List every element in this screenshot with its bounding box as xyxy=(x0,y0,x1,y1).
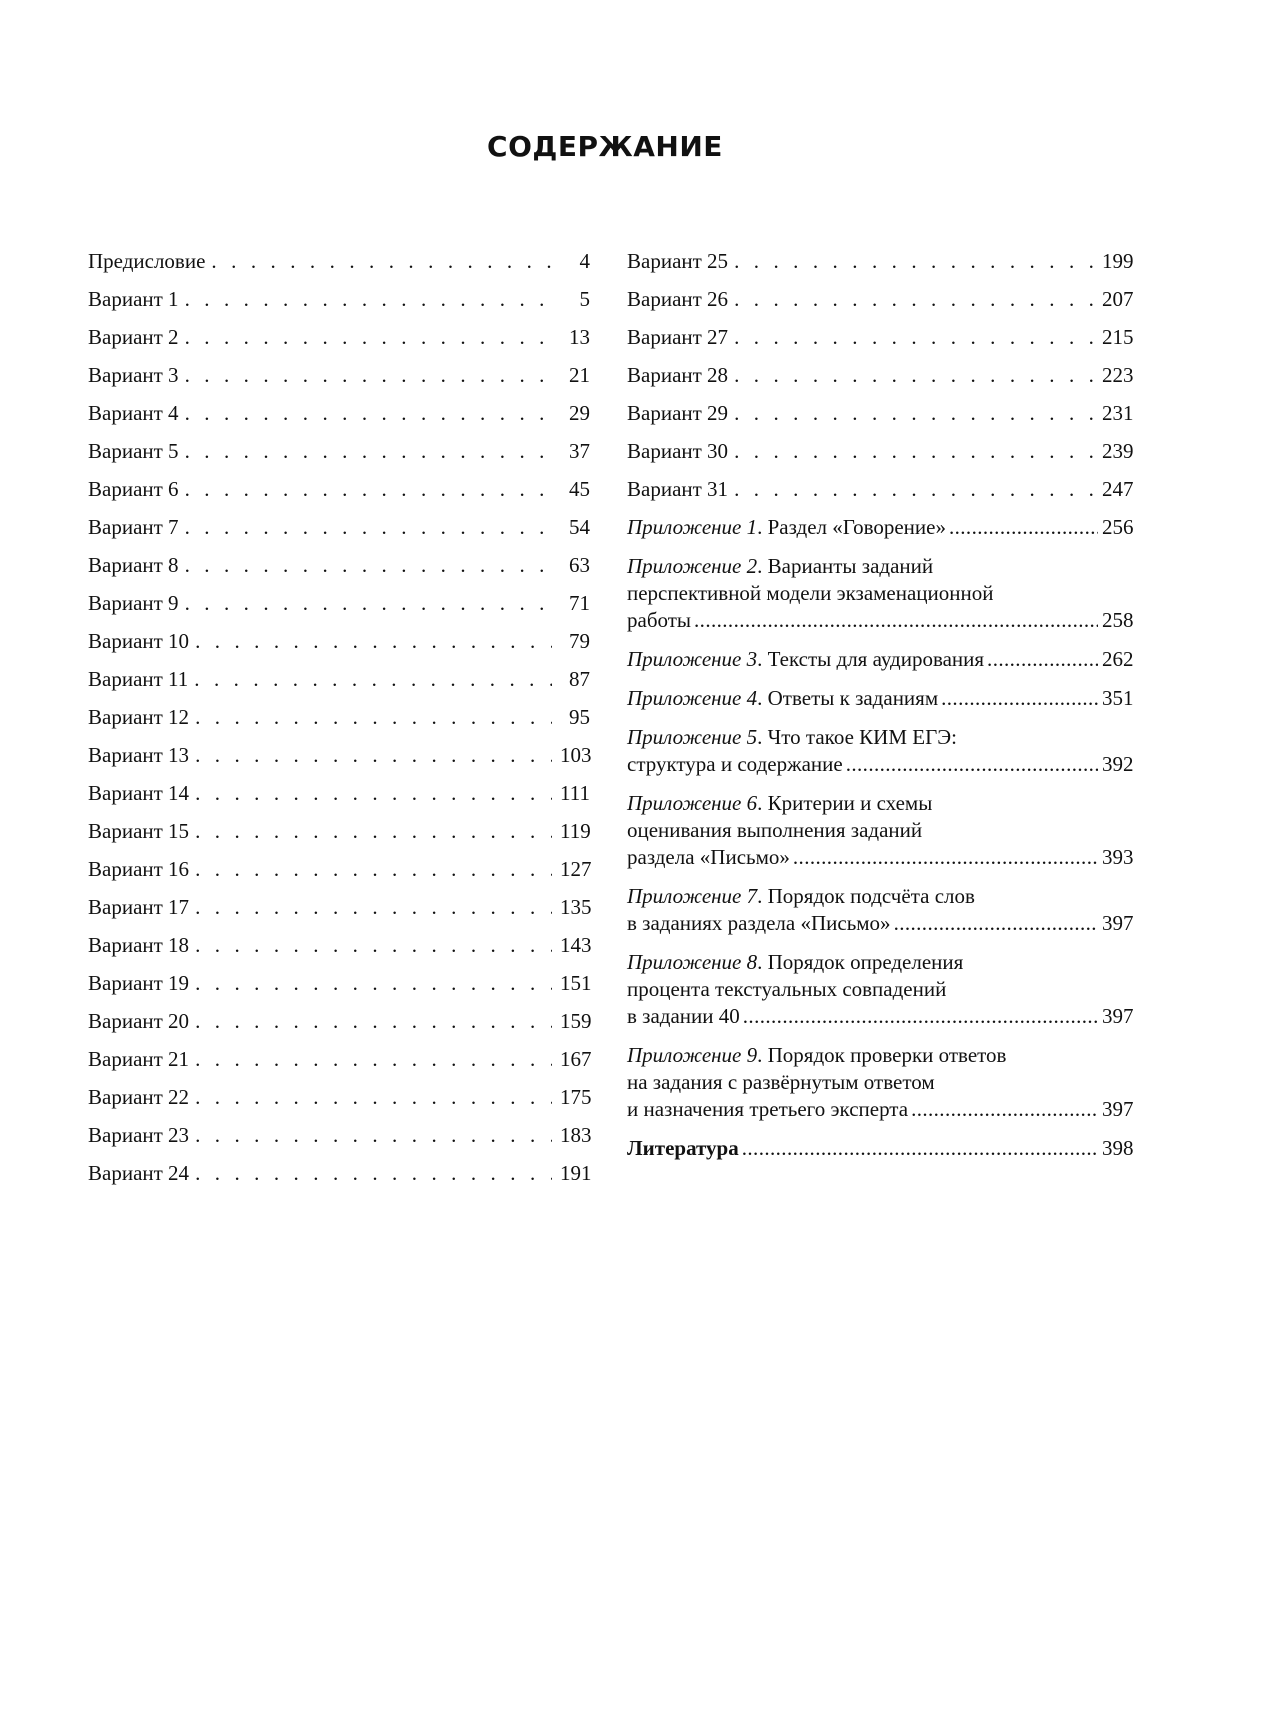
toc-entry[interactable] xyxy=(88,438,590,465)
appendix-title-line: . Порядок определения xyxy=(757,950,964,974)
toc-entry[interactable] xyxy=(627,362,1132,389)
toc-appendix-entry[interactable] xyxy=(627,685,1132,712)
toc-entry-label: Вариант 16 xyxy=(88,857,190,881)
toc-entry-label: Вариант 23 xyxy=(88,1123,190,1147)
dot-leader xyxy=(195,628,552,655)
dot-leader xyxy=(195,1084,552,1111)
toc-entry-label: Вариант 21 xyxy=(88,1047,190,1071)
toc-entry[interactable] xyxy=(88,628,590,655)
toc-entry-page: 392 xyxy=(1102,752,1134,776)
toc-entry[interactable] xyxy=(88,818,590,845)
toc-entry-page: 175 xyxy=(560,1085,592,1109)
toc-entry-page: 135 xyxy=(560,895,592,919)
toc-entry-label: Вариант 5 xyxy=(88,439,179,463)
appendix-title-line: в заданиях раздела «Письмо» xyxy=(627,911,891,935)
toc-appendix-entry[interactable] xyxy=(627,883,1132,937)
toc-left-column xyxy=(88,248,590,1198)
dot-leader xyxy=(185,400,552,427)
toc-entry-label: Вариант 26 xyxy=(627,287,729,311)
toc-entry-label: Вариант 17 xyxy=(88,895,190,919)
toc-entry-label: Вариант 13 xyxy=(88,743,190,767)
toc-entry-label: Вариант 1 xyxy=(88,287,179,311)
toc-entry-page: 127 xyxy=(560,857,592,881)
toc-entry-page: 87 xyxy=(569,667,590,691)
toc-entry[interactable] xyxy=(88,1046,590,1073)
toc-appendix-entry[interactable] xyxy=(627,646,1132,673)
toc-entry-page: 258 xyxy=(1102,608,1134,632)
toc-entry-label: Вариант 30 xyxy=(627,439,729,463)
appendix-title-line: . Варианты заданий xyxy=(757,554,934,578)
appendix-title: . Тексты для аудирования xyxy=(757,647,985,671)
toc-entry[interactable] xyxy=(88,476,590,503)
toc-entry-page: 103 xyxy=(560,743,592,767)
toc-entry-page: 71 xyxy=(569,591,590,615)
dot-leader xyxy=(185,552,552,579)
toc-entry-page: 95 xyxy=(569,705,590,729)
appendix-title-line: и назначения третьего эксперта xyxy=(627,1097,909,1121)
toc-entry-page: 199 xyxy=(1102,249,1134,273)
toc-entry[interactable] xyxy=(88,248,590,275)
toc-entry[interactable] xyxy=(88,1160,590,1187)
dot-leader xyxy=(195,894,552,921)
toc-entry-label: Литература xyxy=(627,1136,739,1160)
toc-entry-label: Вариант 7 xyxy=(88,515,179,539)
toc-entry-page: 191 xyxy=(560,1161,592,1185)
dot-leader xyxy=(194,666,552,693)
toc-entry[interactable] xyxy=(88,666,590,693)
appendix-title-line: . Что такое КИМ ЕГЭ: xyxy=(757,725,957,749)
appendix-title-line: . Порядок подсчёта слов xyxy=(757,884,975,908)
toc-entry-label: Вариант 18 xyxy=(88,933,190,957)
dot-leader xyxy=(195,856,552,883)
toc-entry-label: Вариант 6 xyxy=(88,477,179,501)
toc-entry[interactable] xyxy=(627,248,1132,275)
page-title: СОДЕРЖАНИЕ xyxy=(487,130,723,163)
toc-entry-label: Вариант 28 xyxy=(627,363,729,387)
dot-leader xyxy=(742,1135,1098,1162)
toc-entry-label: Вариант 2 xyxy=(88,325,179,349)
toc-entry-label: Вариант 10 xyxy=(88,629,190,653)
toc-entry-page: 143 xyxy=(560,933,592,957)
toc-entry-label: Вариант 31 xyxy=(627,477,729,501)
toc-entry-page: 45 xyxy=(569,477,590,501)
toc-entry[interactable] xyxy=(88,400,590,427)
dot-leader xyxy=(734,286,1094,313)
appendix-number: Приложение 4 xyxy=(627,686,758,710)
appendix-number: Приложение 2 xyxy=(627,554,758,578)
toc-entry-page: 397 xyxy=(1102,911,1134,935)
appendix-title-line: структура и содержание xyxy=(627,752,843,776)
toc-entry-label: Вариант 14 xyxy=(88,781,190,805)
toc-entry[interactable] xyxy=(88,856,590,883)
toc-entry[interactable] xyxy=(88,590,590,617)
dot-leader xyxy=(734,438,1094,465)
toc-entry-label: Вариант 24 xyxy=(88,1161,190,1185)
toc-entry-label: Вариант 27 xyxy=(627,325,729,349)
dot-leader xyxy=(195,780,552,807)
toc-entry-page: 21 xyxy=(569,363,590,387)
appendix-title: . Ответы к заданиям xyxy=(757,686,939,710)
appendix-number: Приложение 3 xyxy=(627,647,758,671)
appendix-title-line: в задании 40 xyxy=(627,1004,740,1028)
dot-leader xyxy=(185,476,552,503)
toc-entry-label: Вариант 4 xyxy=(88,401,179,425)
dot-leader xyxy=(195,1122,552,1149)
dot-leader xyxy=(941,685,1098,712)
dot-leader xyxy=(743,1003,1098,1030)
toc-entry-page: 63 xyxy=(569,553,590,577)
toc-appendix-entry[interactable] xyxy=(627,1042,1132,1123)
toc-entry-page: 4 xyxy=(579,249,590,273)
toc-entry-label: Вариант 22 xyxy=(88,1085,190,1109)
toc-entry-page: 37 xyxy=(569,439,590,463)
appendix-number: Приложение 5 xyxy=(627,725,758,749)
toc-entry-page: 159 xyxy=(560,1009,592,1033)
dot-leader xyxy=(734,248,1094,275)
toc-entry[interactable] xyxy=(627,400,1132,427)
toc-entry-label: Вариант 29 xyxy=(627,401,729,425)
appendix-title-line: оценивания выполнения заданий xyxy=(627,818,923,842)
toc-entry-page: 167 xyxy=(560,1047,592,1071)
appendix-title-line: на задания с развёрнутым ответом xyxy=(627,1070,935,1094)
toc-entry-page: 247 xyxy=(1102,477,1134,501)
appendix-title-line: . Критерии и схемы xyxy=(757,791,933,815)
toc-appendix-entry[interactable] xyxy=(627,724,1132,778)
toc-entry[interactable] xyxy=(88,552,590,579)
toc-entry[interactable] xyxy=(88,780,590,807)
appendix-title-line: работы xyxy=(627,608,692,632)
toc-entry[interactable] xyxy=(88,932,590,959)
toc-appendix-entry[interactable] xyxy=(627,514,1132,541)
toc-entry[interactable] xyxy=(88,970,590,997)
dot-leader xyxy=(211,248,552,275)
dot-leader xyxy=(195,704,552,731)
toc-entry-page: 54 xyxy=(569,515,590,539)
appendix-title-line: перспективной модели экзаменационной xyxy=(627,581,994,605)
toc-entry-page: 262 xyxy=(1102,647,1134,671)
dot-leader xyxy=(195,742,552,769)
dot-leader xyxy=(195,818,552,845)
appendix-number: Приложение 6 xyxy=(627,791,758,815)
toc-entry-label: Вариант 15 xyxy=(88,819,190,843)
dot-leader xyxy=(185,286,552,313)
toc-appendix-entry[interactable] xyxy=(627,553,1132,634)
toc-entry-page: 231 xyxy=(1102,401,1134,425)
dot-leader xyxy=(911,1096,1098,1123)
toc-entry[interactable] xyxy=(88,286,590,313)
toc-entry-page: 397 xyxy=(1102,1097,1134,1121)
toc-entry-page: 398 xyxy=(1102,1136,1134,1160)
dot-leader xyxy=(185,362,552,389)
appendix-number: Приложение 1 xyxy=(627,515,758,539)
toc-entry[interactable] xyxy=(627,438,1132,465)
dot-leader xyxy=(793,844,1098,871)
dot-leader xyxy=(846,751,1098,778)
toc-entry-page: 111 xyxy=(560,781,590,805)
dot-leader xyxy=(195,1046,552,1073)
toc-entry-page: 239 xyxy=(1102,439,1134,463)
dot-leader xyxy=(195,932,552,959)
dot-leader xyxy=(195,1160,552,1187)
toc-entry-page: 215 xyxy=(1102,325,1134,349)
toc-entry[interactable] xyxy=(88,514,590,541)
toc-entry[interactable] xyxy=(627,476,1132,503)
appendix-number: Приложение 8 xyxy=(627,950,758,974)
appendix-number: Приложение 7 xyxy=(627,884,758,908)
dot-leader xyxy=(734,400,1094,427)
toc-entry-label: Вариант 20 xyxy=(88,1009,190,1033)
toc-entry[interactable] xyxy=(88,324,590,351)
toc-entry-label: Вариант 3 xyxy=(88,363,179,387)
dot-leader xyxy=(185,324,552,351)
toc-entry-literature[interactable] xyxy=(627,1135,1132,1162)
dot-leader xyxy=(734,476,1094,503)
dot-leader xyxy=(987,646,1098,673)
dot-leader xyxy=(734,324,1094,351)
toc-entry[interactable] xyxy=(88,894,590,921)
toc-entry-label: Предисловие xyxy=(88,249,206,273)
dot-leader xyxy=(185,514,552,541)
toc-entry[interactable] xyxy=(88,1008,590,1035)
toc-right-column xyxy=(627,248,1132,1162)
toc-entry[interactable] xyxy=(627,286,1132,313)
toc-entry-page: 207 xyxy=(1102,287,1134,311)
appendix-title-line: раздела «Письмо» xyxy=(627,845,790,869)
toc-entry[interactable] xyxy=(627,324,1132,351)
toc-entry-page: 151 xyxy=(560,971,592,995)
toc-entry-page: 223 xyxy=(1102,363,1134,387)
dot-leader xyxy=(195,970,552,997)
toc-entry-label: Вариант 19 xyxy=(88,971,190,995)
toc-entry[interactable] xyxy=(88,704,590,731)
dot-leader xyxy=(734,362,1094,389)
toc-entry-label: Вариант 11 xyxy=(88,667,189,691)
appendix-title: . Раздел «Говорение» xyxy=(757,515,946,539)
toc-entry-page: 397 xyxy=(1102,1004,1134,1028)
toc-entry[interactable] xyxy=(88,742,590,769)
toc-entry-page: 256 xyxy=(1102,515,1134,539)
toc-entry-label: Вариант 12 xyxy=(88,705,190,729)
dot-leader xyxy=(894,910,1098,937)
toc-entry-page: 79 xyxy=(569,629,590,653)
appendix-title-line: . Порядок проверки ответов xyxy=(757,1043,1007,1067)
toc-entry-label: Вариант 8 xyxy=(88,553,179,577)
appendix-title-line: процента текстуальных совпадений xyxy=(627,977,947,1001)
toc-entry-page: 13 xyxy=(569,325,590,349)
toc-entry-page: 119 xyxy=(560,819,591,843)
toc-appendix-entry[interactable] xyxy=(627,949,1132,1030)
toc-appendix-entry[interactable] xyxy=(627,790,1132,871)
dot-leader xyxy=(185,590,552,617)
dot-leader xyxy=(694,607,1098,634)
toc-entry[interactable] xyxy=(88,362,590,389)
toc-entry-label: Вариант 25 xyxy=(627,249,729,273)
appendix-number: Приложение 9 xyxy=(627,1043,758,1067)
toc-entry-page: 29 xyxy=(569,401,590,425)
toc-entry[interactable] xyxy=(88,1084,590,1111)
dot-leader xyxy=(195,1008,552,1035)
toc-entry-label: Вариант 9 xyxy=(88,591,179,615)
dot-leader xyxy=(185,438,552,465)
dot-leader xyxy=(949,514,1098,541)
toc-entry-page: 393 xyxy=(1102,845,1134,869)
toc-entry-page: 5 xyxy=(579,287,590,311)
toc-entry-page: 183 xyxy=(560,1123,592,1147)
toc-entry[interactable] xyxy=(88,1122,590,1149)
toc-entry-page: 351 xyxy=(1102,686,1134,710)
